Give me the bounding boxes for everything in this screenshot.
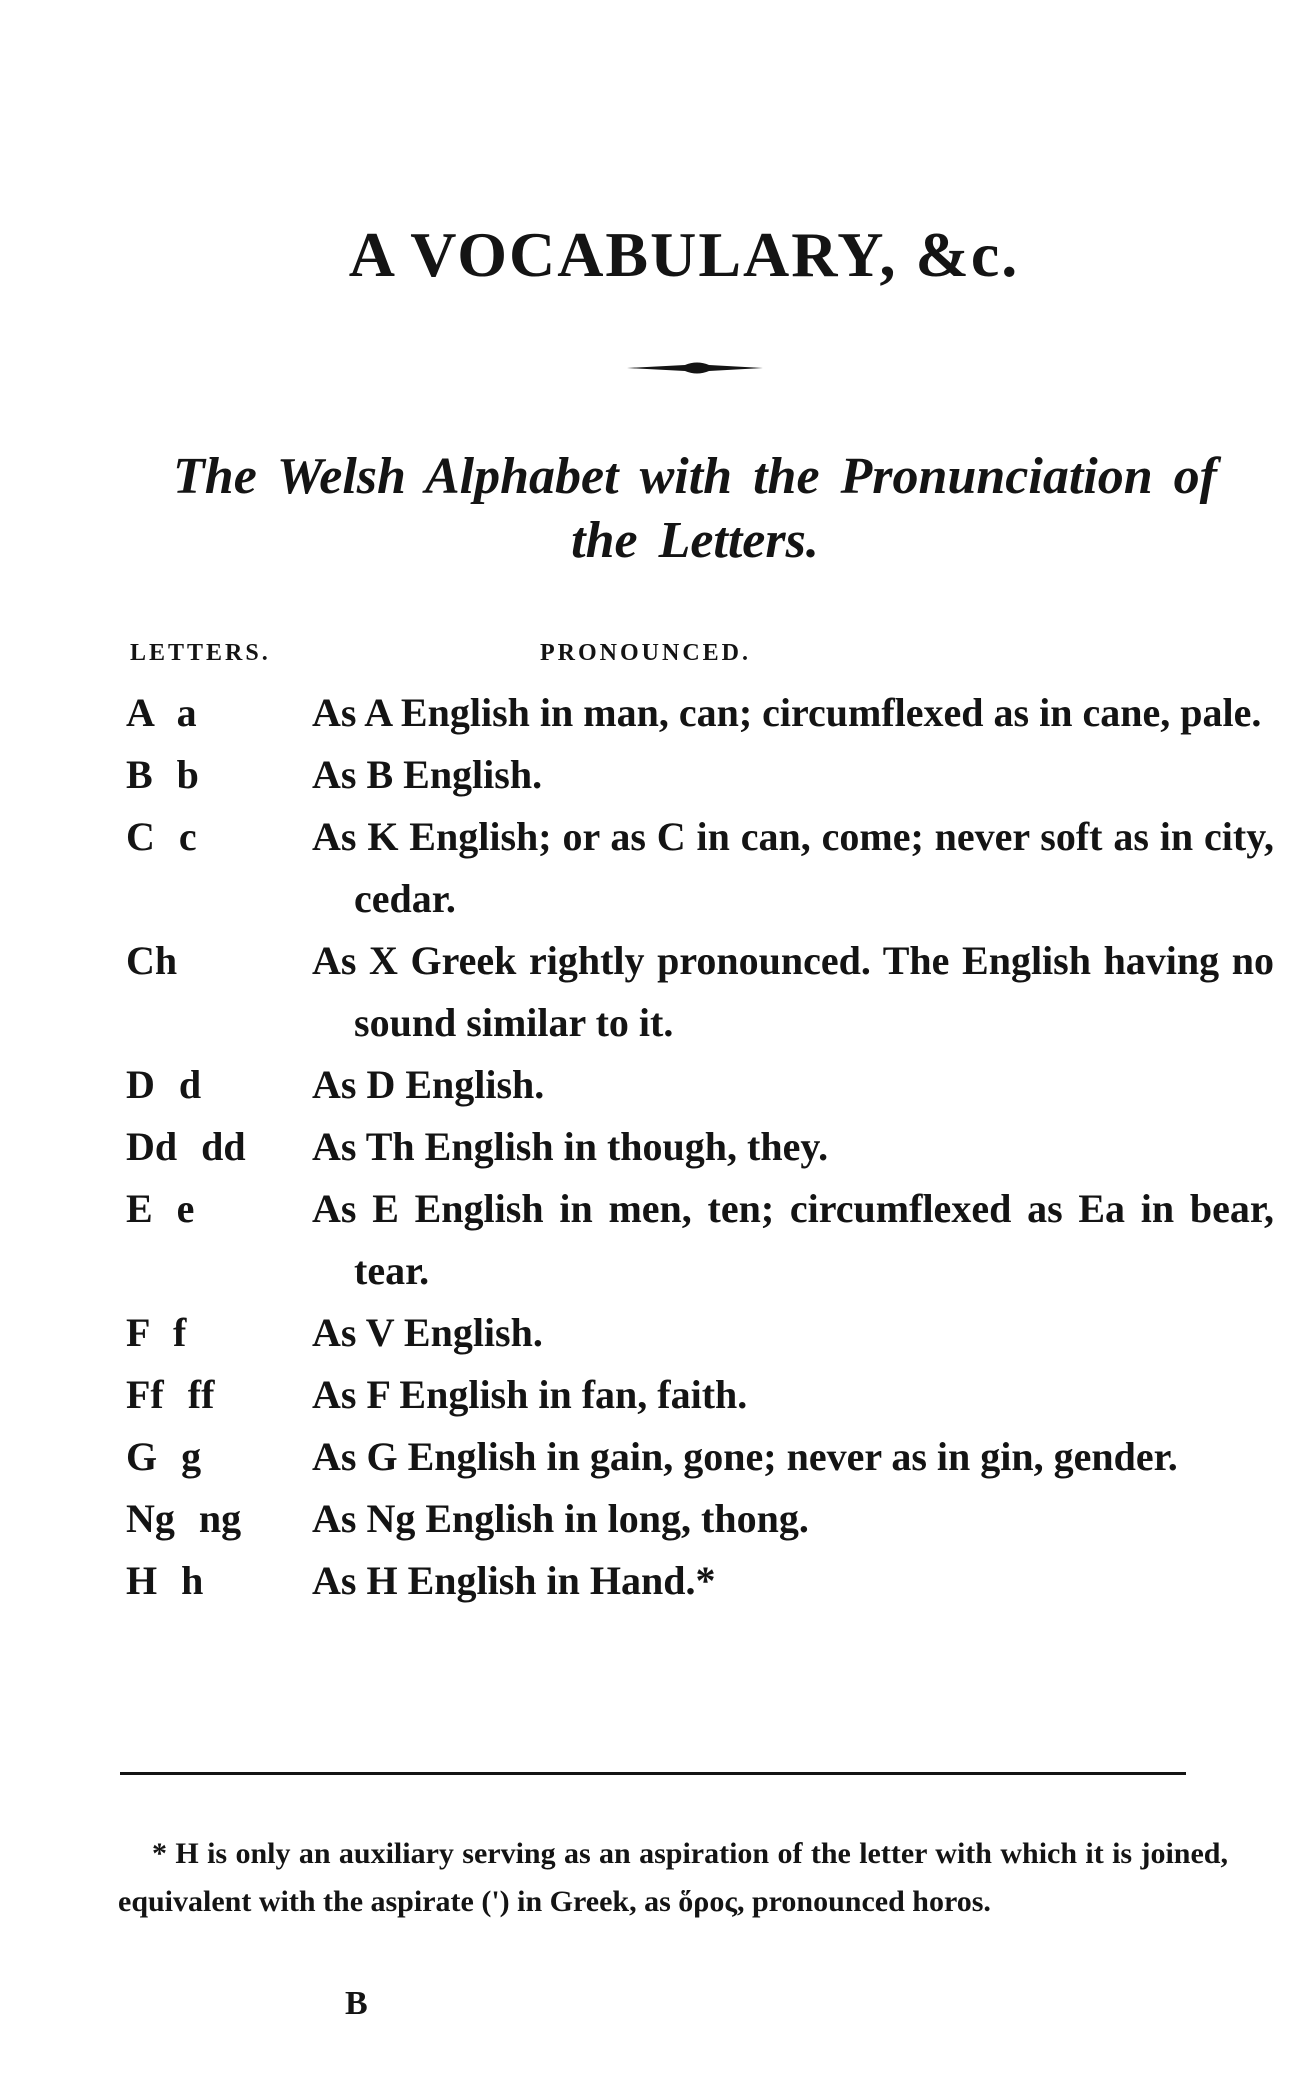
table-row bbox=[0, 744, 1298, 806]
row-letter: Ch bbox=[126, 938, 178, 983]
ornament-dash-icon bbox=[625, 360, 765, 376]
table-row bbox=[0, 1488, 1298, 1550]
row-pronunciation: As Th English in though, they. bbox=[312, 1124, 829, 1169]
row-pronunciation: As E English in men, ten; circumflexed as Ea in bear, tear. bbox=[312, 1186, 1274, 1293]
row-letter: C c bbox=[126, 814, 197, 859]
table-row bbox=[0, 1178, 1298, 1302]
row-pronunciation: As H English in Hand.* bbox=[312, 1558, 716, 1603]
row-pronunciation: As V English. bbox=[312, 1310, 543, 1355]
row-pronunciation: As D English. bbox=[312, 1062, 545, 1107]
footnote-divider bbox=[120, 1772, 1186, 1775]
footnote: * H is only an auxiliary serving as an aspiration of the letter with which it is joined, equivalent with the aspirate (') in Greek, as ὅρος, pronounced horos. bbox=[118, 1837, 1228, 1918]
row-letter: A a bbox=[126, 690, 197, 735]
table-row bbox=[0, 930, 1298, 1054]
alphabet-table bbox=[0, 682, 1298, 1612]
row-pronunciation: As F English in fan, faith. bbox=[312, 1372, 748, 1417]
table-row bbox=[0, 1364, 1298, 1426]
row-pronunciation: As A English in man, can; circumflexed as in cane, pale. bbox=[312, 690, 1262, 735]
table-row bbox=[0, 1116, 1298, 1178]
table-row bbox=[0, 806, 1298, 930]
row-letter: Ff ff bbox=[126, 1372, 215, 1417]
column-header-letters: LETTERS. bbox=[130, 640, 271, 666]
row-letter: H h bbox=[126, 1558, 204, 1603]
column-header-pronounced: PRONOUNCED. bbox=[540, 640, 751, 666]
table-row bbox=[0, 1550, 1298, 1612]
row-pronunciation: As X Greek rightly pronounced. The English having no sound similar to it. bbox=[312, 938, 1274, 1045]
row-pronunciation: As Ng English in long, thong. bbox=[312, 1496, 809, 1541]
table-row bbox=[0, 682, 1298, 744]
row-letter: G g bbox=[126, 1434, 202, 1479]
row-pronunciation: As B English. bbox=[312, 752, 543, 797]
row-letter: B b bbox=[126, 752, 199, 797]
signature-mark: B bbox=[345, 1985, 368, 2022]
row-letter: D d bbox=[126, 1062, 202, 1107]
table-row bbox=[0, 1426, 1298, 1488]
table-row bbox=[0, 1302, 1298, 1364]
row-letter: F f bbox=[126, 1310, 187, 1355]
row-pronunciation: As K English; or as C in can, come; never soft as in city, cedar. bbox=[312, 814, 1274, 921]
row-letter: Dd dd bbox=[126, 1124, 246, 1169]
table-row bbox=[0, 1054, 1298, 1116]
section-subtitle: The Welsh Alphabet with the Pronunciation of the Letters. bbox=[173, 448, 1217, 569]
row-pronunciation: As G English in gain, gone; never as in gin, gender. bbox=[312, 1434, 1178, 1479]
row-letter: Ng ng bbox=[126, 1496, 242, 1541]
row-letter: E e bbox=[126, 1186, 195, 1231]
page-title: A VOCABULARY, &c. bbox=[348, 219, 1020, 290]
